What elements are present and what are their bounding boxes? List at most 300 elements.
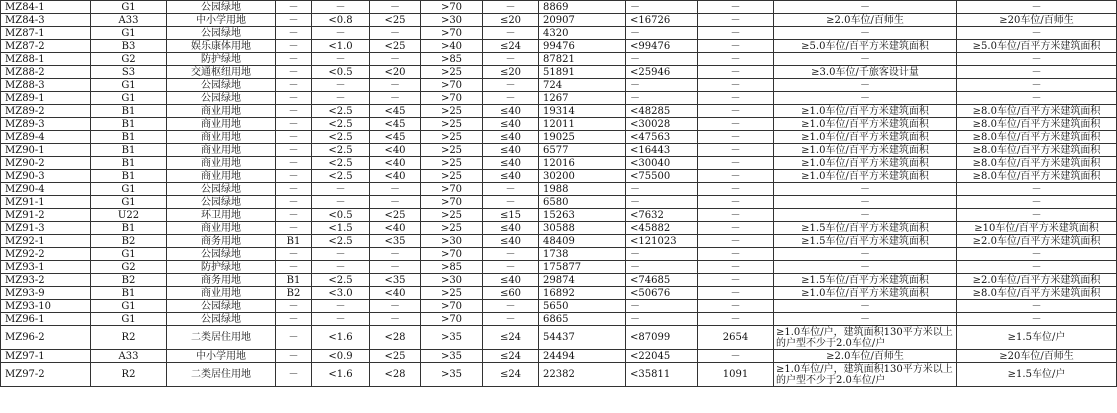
cell-green-ratio: >70 — [421, 313, 483, 326]
cell-plot-id: MZ89-4 — [1, 131, 91, 144]
cell-bicycle-spec: ≥2.0车位/百平方米建筑面积 — [957, 274, 1117, 287]
cell-density: <35 — [370, 235, 421, 248]
cell-households: － — [698, 261, 774, 274]
cell-land-use-name: 商业用地 — [167, 144, 276, 157]
cell-green-ratio: >70 — [421, 79, 483, 92]
cell-far: － — [312, 313, 370, 326]
cell-land-code: G1 — [91, 1, 167, 14]
cell-land-use-name: 环卫用地 — [167, 209, 276, 222]
cell-green-ratio: >30 — [421, 274, 483, 287]
cell-plot-id: MZ89-3 — [1, 118, 91, 131]
cell-compatible-use: － — [276, 350, 312, 363]
cell-compatible-use: B1 — [276, 235, 312, 248]
table-row — [1, 183, 1117, 196]
cell-land-use-name: 商务用地 — [167, 274, 276, 287]
cell-density: － — [370, 1, 421, 14]
cell-floor-area: － — [626, 183, 698, 196]
cell-compatible-use: － — [276, 118, 312, 131]
cell-plot-area: 87821 — [539, 53, 626, 66]
cell-far: － — [312, 79, 370, 92]
cell-far: <2.5 — [312, 105, 370, 118]
cell-parking-spec: ≥5.0车位/百平方米建筑面积 — [774, 40, 957, 53]
cell-floor-area: － — [626, 53, 698, 66]
cell-compatible-use: － — [276, 313, 312, 326]
cell-plot-id: MZ90-2 — [1, 157, 91, 170]
cell-bicycle-spec: ≥8.0车位/百平方米建筑面积 — [957, 144, 1117, 157]
cell-floor-area: <47563 — [626, 131, 698, 144]
cell-land-code: G1 — [91, 196, 167, 209]
cell-height-limit: ≤20 — [483, 14, 539, 27]
cell-bicycle-spec: － — [957, 27, 1117, 40]
cell-density: <40 — [370, 144, 421, 157]
cell-far: <2.5 — [312, 235, 370, 248]
cell-households: － — [698, 40, 774, 53]
cell-bicycle-spec: － — [957, 313, 1117, 326]
table-row — [1, 326, 1117, 350]
cell-green-ratio: >70 — [421, 196, 483, 209]
cell-bicycle-spec: ≥10车位/百平方米建筑面积 — [957, 222, 1117, 235]
cell-green-ratio: >70 — [421, 27, 483, 40]
cell-compatible-use: － — [276, 40, 312, 53]
cell-households: － — [698, 235, 774, 248]
cell-bicycle-spec: ≥1.5车位/户 — [957, 363, 1117, 387]
cell-plot-area: 24494 — [539, 350, 626, 363]
table-row — [1, 1, 1117, 14]
cell-height-limit: ≤40 — [483, 170, 539, 183]
cell-land-use-name: 防护绿地 — [167, 261, 276, 274]
cell-compatible-use: － — [276, 27, 312, 40]
cell-plot-id: MZ92-2 — [1, 248, 91, 261]
table-row — [1, 300, 1117, 313]
cell-far: <2.5 — [312, 157, 370, 170]
cell-density: <40 — [370, 222, 421, 235]
cell-land-code: G2 — [91, 261, 167, 274]
cell-height-limit: ≤40 — [483, 235, 539, 248]
cell-plot-id: MZ93-2 — [1, 274, 91, 287]
cell-households: － — [698, 350, 774, 363]
cell-floor-area: <35811 — [626, 363, 698, 387]
cell-green-ratio: >70 — [421, 92, 483, 105]
cell-far: － — [312, 92, 370, 105]
cell-green-ratio: >70 — [421, 183, 483, 196]
cell-height-limit: － — [483, 27, 539, 40]
cell-height-limit: ≤24 — [483, 363, 539, 387]
cell-far: <1.0 — [312, 40, 370, 53]
cell-floor-area: － — [626, 261, 698, 274]
cell-green-ratio: >70 — [421, 248, 483, 261]
cell-land-code: S3 — [91, 66, 167, 79]
cell-plot-area: 99476 — [539, 40, 626, 53]
table-row — [1, 53, 1117, 66]
cell-green-ratio: >70 — [421, 300, 483, 313]
cell-land-code: B1 — [91, 105, 167, 118]
cell-parking-spec: － — [774, 313, 957, 326]
cell-bicycle-spec: ≥8.0车位/百平方米建筑面积 — [957, 131, 1117, 144]
cell-far: <1.6 — [312, 326, 370, 350]
cell-density: － — [370, 248, 421, 261]
cell-height-limit: ≤40 — [483, 222, 539, 235]
cell-land-code: G1 — [91, 27, 167, 40]
cell-compatible-use: － — [276, 105, 312, 118]
cell-compatible-use: － — [276, 144, 312, 157]
cell-land-code: B1 — [91, 170, 167, 183]
cell-green-ratio: >35 — [421, 350, 483, 363]
cell-floor-area: <50676 — [626, 287, 698, 300]
cell-compatible-use: － — [276, 248, 312, 261]
cell-floor-area: － — [626, 196, 698, 209]
cell-plot-id: MZ96-1 — [1, 313, 91, 326]
cell-green-ratio: >25 — [421, 287, 483, 300]
cell-far: － — [312, 1, 370, 14]
cell-plot-area: 19314 — [539, 105, 626, 118]
cell-households: － — [698, 196, 774, 209]
cell-bicycle-spec: － — [957, 1, 1117, 14]
cell-bicycle-spec: ≥8.0车位/百平方米建筑面积 — [957, 157, 1117, 170]
cell-land-use-name: 公园绿地 — [167, 248, 276, 261]
cell-green-ratio: >40 — [421, 40, 483, 53]
cell-floor-area: <16726 — [626, 14, 698, 27]
cell-land-use-name: 商业用地 — [167, 170, 276, 183]
cell-plot-area: 20907 — [539, 14, 626, 27]
cell-bicycle-spec: － — [957, 66, 1117, 79]
cell-green-ratio: >30 — [421, 235, 483, 248]
cell-land-code: B1 — [91, 118, 167, 131]
cell-far: <0.5 — [312, 209, 370, 222]
cell-land-use-name: 二类居住用地 — [167, 326, 276, 350]
cell-bicycle-spec: ≥2.0车位/百平方米建筑面积 — [957, 235, 1117, 248]
cell-bicycle-spec: － — [957, 183, 1117, 196]
cell-households: － — [698, 170, 774, 183]
cell-land-code: G1 — [91, 92, 167, 105]
cell-plot-id: MZ88-3 — [1, 79, 91, 92]
cell-households: － — [698, 27, 774, 40]
cell-plot-id: MZ93-10 — [1, 300, 91, 313]
table-row — [1, 261, 1117, 274]
cell-bicycle-spec: ≥8.0车位/百平方米建筑面积 — [957, 118, 1117, 131]
cell-households: 1091 — [698, 363, 774, 387]
cell-plot-area: 1988 — [539, 183, 626, 196]
cell-far: － — [312, 248, 370, 261]
cell-bicycle-spec: ≥8.0车位/百平方米建筑面积 — [957, 287, 1117, 300]
cell-parking-spec: － — [774, 209, 957, 222]
cell-height-limit: ≤40 — [483, 144, 539, 157]
cell-parking-spec: － — [774, 1, 957, 14]
cell-green-ratio: >25 — [421, 144, 483, 157]
cell-height-limit: － — [483, 79, 539, 92]
cell-plot-id: MZ92-1 — [1, 235, 91, 248]
cell-plot-area: 29874 — [539, 274, 626, 287]
cell-land-code: B1 — [91, 222, 167, 235]
cell-land-code: B2 — [91, 274, 167, 287]
cell-density: － — [370, 79, 421, 92]
table-row — [1, 196, 1117, 209]
cell-plot-area: 15263 — [539, 209, 626, 222]
cell-far: <1.5 — [312, 222, 370, 235]
cell-bicycle-spec: ≥8.0车位/百平方米建筑面积 — [957, 170, 1117, 183]
cell-land-use-name: 公园绿地 — [167, 1, 276, 14]
cell-height-limit: ≤60 — [483, 287, 539, 300]
cell-land-use-name: 公园绿地 — [167, 196, 276, 209]
cell-households: － — [698, 313, 774, 326]
cell-green-ratio: >25 — [421, 209, 483, 222]
cell-compatible-use: － — [276, 326, 312, 350]
cell-land-use-name: 公园绿地 — [167, 313, 276, 326]
cell-compatible-use: － — [276, 261, 312, 274]
cell-compatible-use: － — [276, 1, 312, 14]
cell-density: － — [370, 27, 421, 40]
table-row — [1, 79, 1117, 92]
cell-far: － — [312, 53, 370, 66]
cell-land-code: U22 — [91, 209, 167, 222]
cell-land-use-name: 商业用地 — [167, 222, 276, 235]
cell-plot-id: MZ90-1 — [1, 144, 91, 157]
cell-height-limit: ≤20 — [483, 66, 539, 79]
cell-households: － — [698, 79, 774, 92]
cell-far: － — [312, 196, 370, 209]
cell-plot-area: 12011 — [539, 118, 626, 131]
cell-height-limit: － — [483, 92, 539, 105]
cell-households: － — [698, 222, 774, 235]
cell-far: <2.5 — [312, 170, 370, 183]
cell-green-ratio: >85 — [421, 53, 483, 66]
cell-plot-id: MZ96-2 — [1, 326, 91, 350]
cell-land-use-name: 商业用地 — [167, 131, 276, 144]
cell-density: <45 — [370, 105, 421, 118]
table-row — [1, 131, 1117, 144]
cell-height-limit: ≤24 — [483, 350, 539, 363]
cell-floor-area: － — [626, 300, 698, 313]
cell-parking-spec: ≥1.0车位/百平方米建筑面积 — [774, 105, 957, 118]
cell-households: － — [698, 183, 774, 196]
cell-height-limit: ≤40 — [483, 131, 539, 144]
cell-land-use-name: 防护绿地 — [167, 53, 276, 66]
cell-land-use-name: 商务用地 — [167, 235, 276, 248]
cell-far: <2.5 — [312, 131, 370, 144]
cell-parking-spec: － — [774, 92, 957, 105]
cell-plot-id: MZ90-3 — [1, 170, 91, 183]
cell-parking-spec: ≥1.5车位/百平方米建筑面积 — [774, 222, 957, 235]
cell-land-code: B1 — [91, 287, 167, 300]
cell-compatible-use: B1 — [276, 274, 312, 287]
cell-bicycle-spec: ≥8.0车位/百平方米建筑面积 — [957, 105, 1117, 118]
cell-households: － — [698, 274, 774, 287]
cell-floor-area: <121023 — [626, 235, 698, 248]
cell-density: <25 — [370, 350, 421, 363]
table-row — [1, 209, 1117, 222]
cell-households: － — [698, 131, 774, 144]
cell-land-code: B1 — [91, 157, 167, 170]
cell-green-ratio: >85 — [421, 261, 483, 274]
cell-plot-id: MZ97-2 — [1, 363, 91, 387]
table-row — [1, 144, 1117, 157]
table-row — [1, 222, 1117, 235]
cell-plot-area: 1738 — [539, 248, 626, 261]
cell-floor-area: － — [626, 313, 698, 326]
cell-land-code: B1 — [91, 144, 167, 157]
cell-bicycle-spec: － — [957, 248, 1117, 261]
cell-density: <45 — [370, 131, 421, 144]
cell-density: <45 — [370, 118, 421, 131]
cell-land-use-name: 公园绿地 — [167, 27, 276, 40]
cell-parking-spec: ≥1.0车位/户，建筑面积130平方米以上的户型不少于2.0车位/户 — [774, 363, 957, 387]
cell-land-use-name: 二类居住用地 — [167, 363, 276, 387]
cell-plot-area: 22382 — [539, 363, 626, 387]
cell-floor-area: <16443 — [626, 144, 698, 157]
cell-land-use-name: 公园绿地 — [167, 183, 276, 196]
cell-density: － — [370, 300, 421, 313]
cell-height-limit: － — [483, 300, 539, 313]
cell-households: － — [698, 1, 774, 14]
cell-green-ratio: >25 — [421, 118, 483, 131]
table-row — [1, 27, 1117, 40]
cell-households: － — [698, 92, 774, 105]
cell-height-limit: － — [483, 53, 539, 66]
cell-land-use-name: 公园绿地 — [167, 79, 276, 92]
cell-parking-spec: － — [774, 261, 957, 274]
cell-floor-area: <45882 — [626, 222, 698, 235]
cell-households: － — [698, 300, 774, 313]
cell-far: － — [312, 300, 370, 313]
table-row — [1, 170, 1117, 183]
cell-plot-id: MZ88-1 — [1, 53, 91, 66]
cell-bicycle-spec: － — [957, 261, 1117, 274]
cell-parking-spec: ≥2.0车位/百师生 — [774, 14, 957, 27]
cell-height-limit: ≤40 — [483, 157, 539, 170]
cell-parking-spec: ≥1.0车位/户，建筑面积130平方米以上的户型不少于2.0车位/户 — [774, 326, 957, 350]
cell-density: <35 — [370, 274, 421, 287]
cell-plot-id: MZ93-9 — [1, 287, 91, 300]
cell-households: － — [698, 105, 774, 118]
cell-far: <1.6 — [312, 363, 370, 387]
table-row — [1, 105, 1117, 118]
cell-bicycle-spec: － — [957, 196, 1117, 209]
cell-parking-spec: ≥1.5车位/百平方米建筑面积 — [774, 235, 957, 248]
cell-parking-spec: ≥1.0车位/百平方米建筑面积 — [774, 144, 957, 157]
table-row — [1, 14, 1117, 27]
cell-bicycle-spec: － — [957, 300, 1117, 313]
cell-land-use-name: 中小学用地 — [167, 14, 276, 27]
cell-households: － — [698, 118, 774, 131]
cell-floor-area: <74685 — [626, 274, 698, 287]
table-row — [1, 92, 1117, 105]
cell-far: <2.5 — [312, 144, 370, 157]
cell-parking-spec: ≥1.0车位/百平方米建筑面积 — [774, 287, 957, 300]
cell-density: － — [370, 53, 421, 66]
cell-plot-area: 12016 — [539, 157, 626, 170]
cell-floor-area: <7632 — [626, 209, 698, 222]
cell-households: － — [698, 144, 774, 157]
cell-compatible-use: － — [276, 92, 312, 105]
cell-compatible-use: － — [276, 209, 312, 222]
cell-plot-id: MZ90-4 — [1, 183, 91, 196]
cell-height-limit: ≤15 — [483, 209, 539, 222]
cell-height-limit: ≤24 — [483, 326, 539, 350]
cell-compatible-use: － — [276, 363, 312, 387]
cell-land-use-name: 交通枢纽用地 — [167, 66, 276, 79]
cell-compatible-use: － — [276, 196, 312, 209]
cell-floor-area: <75500 — [626, 170, 698, 183]
cell-bicycle-spec: － — [957, 53, 1117, 66]
cell-far: <2.5 — [312, 118, 370, 131]
cell-compatible-use: － — [276, 183, 312, 196]
cell-plot-area: 5650 — [539, 300, 626, 313]
cell-parking-spec: － — [774, 248, 957, 261]
cell-green-ratio: >30 — [421, 14, 483, 27]
cell-green-ratio: >25 — [421, 131, 483, 144]
cell-plot-area: 30200 — [539, 170, 626, 183]
cell-land-code: G1 — [91, 248, 167, 261]
cell-floor-area: － — [626, 92, 698, 105]
cell-height-limit: － — [483, 1, 539, 14]
table-row — [1, 363, 1117, 387]
cell-parking-spec: － — [774, 300, 957, 313]
cell-compatible-use: － — [276, 170, 312, 183]
cell-households: － — [698, 248, 774, 261]
cell-land-use-name: 娱乐康体用地 — [167, 40, 276, 53]
cell-parking-spec: ≥1.0车位/百平方米建筑面积 — [774, 157, 957, 170]
cell-floor-area: <99476 — [626, 40, 698, 53]
cell-households: － — [698, 53, 774, 66]
cell-compatible-use: － — [276, 14, 312, 27]
cell-plot-area: 6580 — [539, 196, 626, 209]
cell-density: <25 — [370, 40, 421, 53]
cell-parking-spec: － — [774, 196, 957, 209]
cell-land-code: A33 — [91, 350, 167, 363]
cell-density: <40 — [370, 157, 421, 170]
table-row — [1, 66, 1117, 79]
cell-compatible-use: － — [276, 66, 312, 79]
cell-green-ratio: >35 — [421, 326, 483, 350]
table-body — [1, 1, 1117, 387]
cell-height-limit: － — [483, 248, 539, 261]
cell-plot-area: 54437 — [539, 326, 626, 350]
cell-land-use-name: 商业用地 — [167, 157, 276, 170]
cell-floor-area: <87099 — [626, 326, 698, 350]
cell-households: － — [698, 157, 774, 170]
cell-land-code: B3 — [91, 40, 167, 53]
cell-far: <2.5 — [312, 274, 370, 287]
cell-land-use-name: 商业用地 — [167, 287, 276, 300]
cell-green-ratio: >25 — [421, 170, 483, 183]
cell-compatible-use: － — [276, 79, 312, 92]
cell-plot-area: 175877 — [539, 261, 626, 274]
cell-plot-id: MZ93-1 — [1, 261, 91, 274]
cell-floor-area: <22045 — [626, 350, 698, 363]
cell-land-code: R2 — [91, 326, 167, 350]
cell-height-limit: ≤40 — [483, 105, 539, 118]
cell-plot-area: 8869 — [539, 1, 626, 14]
cell-far: <0.9 — [312, 350, 370, 363]
cell-far: <0.5 — [312, 66, 370, 79]
table-row — [1, 248, 1117, 261]
cell-plot-id: MZ84-1 — [1, 1, 91, 14]
cell-far: － — [312, 27, 370, 40]
cell-plot-id: MZ91-1 — [1, 196, 91, 209]
cell-plot-id: MZ97-1 — [1, 350, 91, 363]
cell-far: <3.0 — [312, 287, 370, 300]
cell-compatible-use: B2 — [276, 287, 312, 300]
cell-parking-spec: － — [774, 53, 957, 66]
cell-land-use-name: 商业用地 — [167, 118, 276, 131]
cell-households: － — [698, 66, 774, 79]
table-row — [1, 274, 1117, 287]
cell-plot-id: MZ84-3 — [1, 14, 91, 27]
cell-compatible-use: － — [276, 131, 312, 144]
cell-land-code: A33 — [91, 14, 167, 27]
cell-land-code: B1 — [91, 131, 167, 144]
cell-parking-spec: － — [774, 79, 957, 92]
cell-far: <0.8 — [312, 14, 370, 27]
